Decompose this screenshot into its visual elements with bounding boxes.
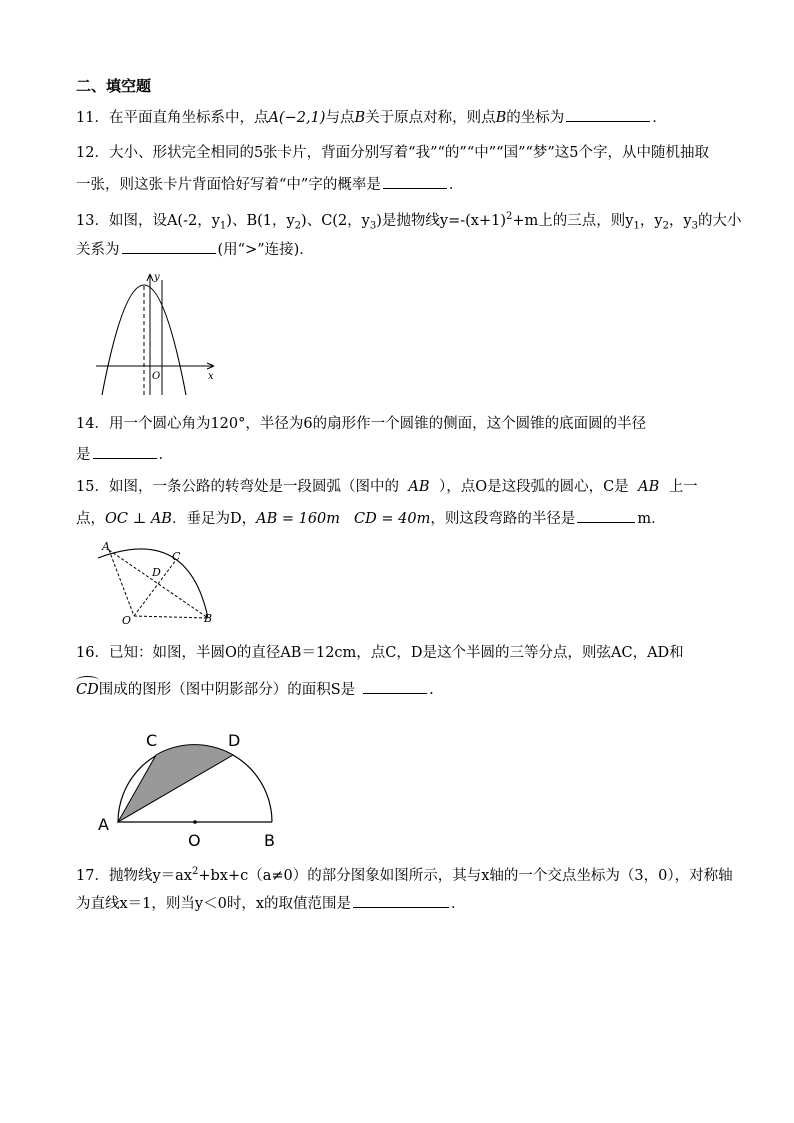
- q15-perpendicular: OC ⊥ AB: [105, 511, 172, 527]
- x-axis-label: x: [208, 371, 214, 382]
- point-o-label: O: [122, 614, 132, 627]
- q13-answer-blank[interactable]: [122, 239, 216, 254]
- q12-number: 12．: [76, 145, 109, 161]
- point-c-label: C: [172, 550, 181, 563]
- point-d-label: D: [152, 566, 161, 579]
- shaded-region: [118, 745, 233, 822]
- point-b-label: B: [264, 831, 275, 850]
- q11-answer-blank[interactable]: [566, 107, 650, 122]
- question-15-line-2: 点，OC ⊥ AB．垂足为D，AB = 160m CD = 40m，则这段弯路的半径是 m．: [76, 508, 666, 529]
- question-11: 11．在平面直角坐标系中，点A(−2,1)与点B关于原点对称，则点B的坐标为 ．: [76, 107, 667, 128]
- point-a-label: A: [98, 815, 109, 834]
- question-17-line-1: 17．抛物线$y=ax^2+bx+c(a\ne 0)$的部分图象如图所示，其与x轴的一个交点坐标为（3，0），对称轴: [76, 866, 733, 884]
- q17-number: 17．: [76, 867, 109, 884]
- question-14-line-1: 14．用一个圆心角为120°，半径为6的扇形作一个圆锥的侧面，这个圆锥的底面圆的半径: [76, 416, 647, 432]
- point-d-label: D: [228, 731, 241, 750]
- q16-number: 16．: [76, 645, 109, 661]
- q13-number: 13．: [76, 212, 109, 229]
- q14-number: 14．: [76, 416, 109, 432]
- q15-number: 15．: [76, 479, 109, 495]
- question-12-line-1: 12．大小、形状完全相同的5张卡片，背面分别写着“我”“的”“中”“国”“梦”这5个字，从中随机抽取: [76, 145, 710, 161]
- point-a-label: A: [102, 540, 110, 553]
- q15-arc-ab-2: AB: [638, 479, 660, 495]
- q15-road-arc-figure: [88, 536, 223, 631]
- q15-answer-blank[interactable]: [577, 508, 635, 523]
- q15-ab-length: AB = 160m: [256, 511, 341, 527]
- q14-answer-blank[interactable]: [93, 444, 157, 459]
- center-point: [193, 820, 197, 824]
- question-14-line-2: 是 ．: [76, 444, 173, 465]
- q16-arc-cd: CD: [76, 682, 99, 698]
- question-13-line-1: 13．如图，设A(-2，$y_1$)、B(1，$y_2$)、C(2，$y_3$)是抛物线$y=-(x+1)^2+m$上的三点，则$y_1$，$y_2$，$y_3$的大小: [76, 211, 742, 232]
- arc-ab: [98, 549, 208, 618]
- point-c-label: C: [146, 731, 158, 750]
- question-17-line-2: 为直线x＝1，则当y＜0时，x的取值范围是 ．: [76, 893, 466, 914]
- q17-answer-blank[interactable]: [353, 893, 449, 908]
- question-15-line-1: 15．如图，一条公路的转弯处是一段圆弧（图中的 AB ），点O是这段弧的圆心，C是 AB 上一: [76, 479, 698, 495]
- question-16-line-2: CD 围成的图形（图中阴影部分）的面积S是 .: [76, 679, 434, 700]
- question-13-line-2: 关系为 (用“>”连接)．: [76, 239, 314, 260]
- question-16-line-1: 16．已知：如图，半圆O的直径AB＝12cm，点C，D是这个半圆的三等分点，则弦AC，AD和: [76, 645, 684, 661]
- point-b-label: B: [204, 612, 213, 625]
- q11-number: 11．: [76, 110, 109, 126]
- radius-oa: [109, 550, 134, 616]
- origin-label: O: [152, 371, 161, 382]
- q16-answer-blank[interactable]: [363, 679, 427, 694]
- q11-point-a: A(−2,1): [268, 110, 326, 126]
- y-axis-label: y: [154, 272, 160, 283]
- point-o-label: O: [188, 831, 201, 850]
- q15-cd-length: CD = 40m: [354, 511, 431, 527]
- question-12-line-2: 一张，则这张卡片背面恰好写着“中”字的概率是 ．: [76, 174, 463, 195]
- radius-ob: [134, 616, 208, 618]
- q16-semicircle-figure: [92, 724, 292, 852]
- q13-parabola-figure: [92, 270, 222, 400]
- q12-answer-blank[interactable]: [383, 174, 447, 189]
- q15-arc-ab: AB: [408, 479, 430, 495]
- section-title: 二、填空题: [76, 77, 152, 95]
